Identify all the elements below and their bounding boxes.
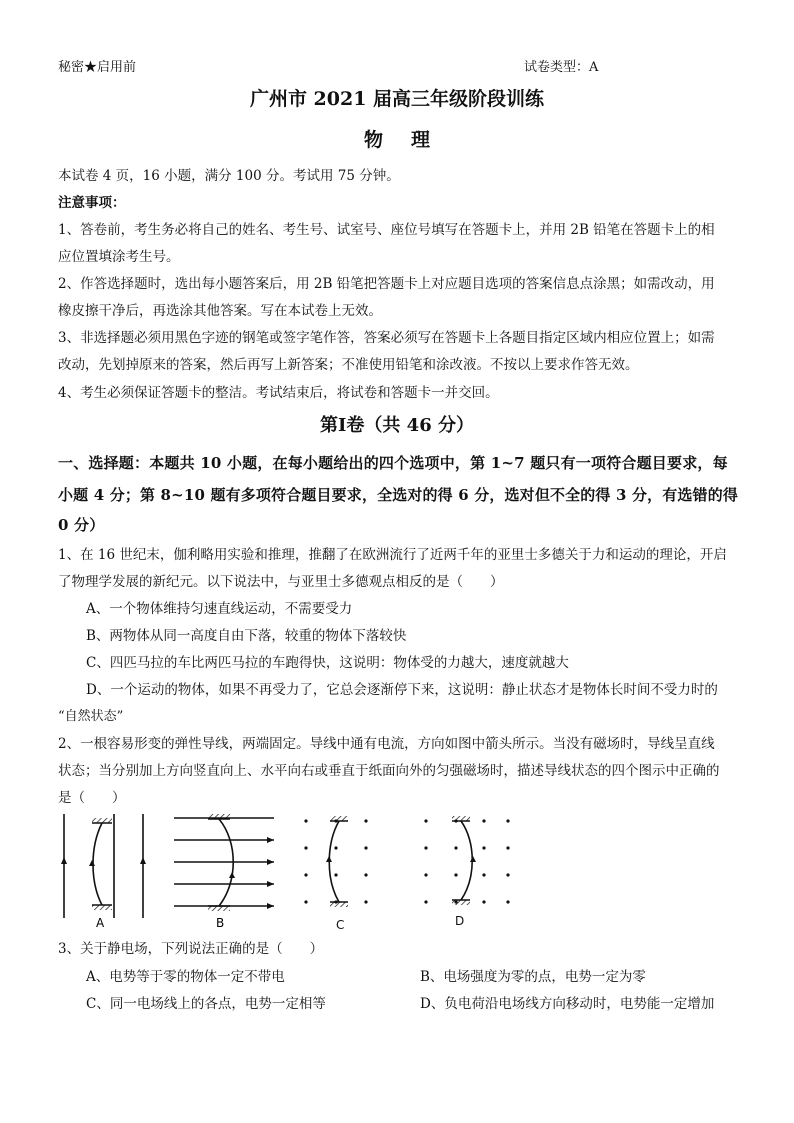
- subject-title: 物理: [363, 129, 458, 151]
- part1-heading-text: 小题 4 分；第 8~10 题有多项符合题目要求，全选对的得 6 分，选对但不全的得 3 分，有选错的得: [58, 486, 738, 504]
- part1-heading-text: 一、选择题：本题共 10 小题，在每小题给出的四个选项中，第 1~7 题只有一项符合题目要求，每: [58, 454, 728, 472]
- q1-option-a: A、一个物体维持匀速直线运动，不需要受力: [86, 601, 353, 617]
- q3-stem: 3、关于静电场，下列说法正确的是（ ）: [58, 941, 324, 957]
- q3-option-d: D、负电荷沿电场线方向移动时，电势能一定增加: [420, 996, 715, 1012]
- q1-option-c: C、四匹马拉的车比两匹马拉的车跑得快，这说明：物体受的力越大，速度就越大: [86, 655, 569, 671]
- note-text: 3、非选择题必须用黑色字迹的钢笔或签字笔作答，答案必须写在答题卡上各题目指定区域内相应位置上；如需: [58, 330, 715, 346]
- q2-stem-text: 2、一根容易形变的弹性导线，两端固定。导线中通有电流，方向如图中箭头所示。当没有磁场时，导线呈直线: [58, 736, 715, 752]
- figure-label-c: C: [336, 918, 345, 932]
- q2-figure: [56, 812, 526, 932]
- note-line: 4、考生必须保证答题卡的整洁。考试结束后，将试卷和答题卡一并交回。: [58, 385, 499, 401]
- figure-c: [304, 816, 367, 932]
- q3-option-a: A、电势等于零的物体一定不带电: [86, 969, 285, 985]
- note-line: [58, 220, 715, 240]
- note-line: [58, 328, 715, 348]
- paper-type-label: 试卷类型：A: [524, 60, 599, 75]
- note-line: 橡皮擦干净后，再选涂其他答案。写在本试卷上无效。: [58, 303, 382, 319]
- q1-stem-text: 1、在 16 世纪末，伽利略用实验和推理，推翻了在欧洲流行了近两千年的亚里士多德关于力和运动的理论，开启: [58, 547, 727, 563]
- figure-d: [424, 816, 509, 928]
- figure-label-b: B: [216, 916, 225, 930]
- q2-stem-text: 状态；当分别加上方向竖直向上、水平向右或垂直于纸面向外的匀强磁场时，描述导线状态的四个图示中正确的: [58, 763, 720, 779]
- exam-intro: 本试卷 4 页，16 小题，满分 100 分。考试用 75 分钟。: [58, 168, 400, 184]
- figure-a: [61, 814, 146, 930]
- q1-stem-line: 了物理学发展的新纪元。以下说法中，与亚里士多德观点相反的是（ ）: [58, 574, 504, 590]
- q2-stem-line: [58, 734, 715, 754]
- notes-heading: 注意事项：: [58, 195, 126, 211]
- q1-stem-line: [58, 545, 727, 565]
- figure-label-d: D: [455, 914, 465, 928]
- q3-option-b: B、电场强度为零的点，电势一定为零: [420, 969, 646, 985]
- q1-option-d-cont: “自然状态”: [58, 709, 124, 724]
- note-line: [58, 274, 715, 294]
- q3-option-c: C、同一电场线上的各点，电势一定相等: [86, 996, 326, 1012]
- section-title: 第Ⅰ卷（共 46 分）: [319, 415, 474, 436]
- figure-b: [174, 814, 274, 930]
- note-text: 1、答卷前，考生务必将自己的姓名、考生号、试室号、座位号填写在答题卡上，并用 2B 铅笔在答题卡上的相: [58, 222, 715, 238]
- part1-heading-line: 0 分）: [58, 516, 105, 534]
- exam-title: 广州市 2021 届高三年级阶段训练: [249, 88, 545, 110]
- q1-option-d: [86, 680, 718, 700]
- note-text: 2、作答选择题时，选出每小题答案后，用 2B 铅笔把答题卡上对应题目选项的答案信息点涂黑；如需改动，用: [58, 276, 715, 292]
- q1-option-b: B、两物体从同一高度自由下落，较重的物体下落较快: [86, 628, 407, 644]
- figure-label-a: A: [96, 916, 105, 930]
- q2-stem-line: [58, 761, 720, 781]
- note-line: 应位置填涂考生号。: [58, 249, 180, 265]
- part1-heading-line: [58, 485, 740, 505]
- secret-label: 秘密★启用前: [58, 60, 137, 75]
- note-line: 改动，先划掉原来的答案，然后再写上新答案；不准使用铅笔和涂改液。不按以上要求作答无效。: [58, 357, 639, 373]
- q1-option-d-text: D、一个运动的物体，如果不再受力了，它总会逐渐停下来，这说明：静止状态才是物体长时间不受力时的: [86, 682, 718, 698]
- part1-heading-line: [58, 453, 728, 473]
- q2-stem-line: 是（ ）: [58, 790, 126, 806]
